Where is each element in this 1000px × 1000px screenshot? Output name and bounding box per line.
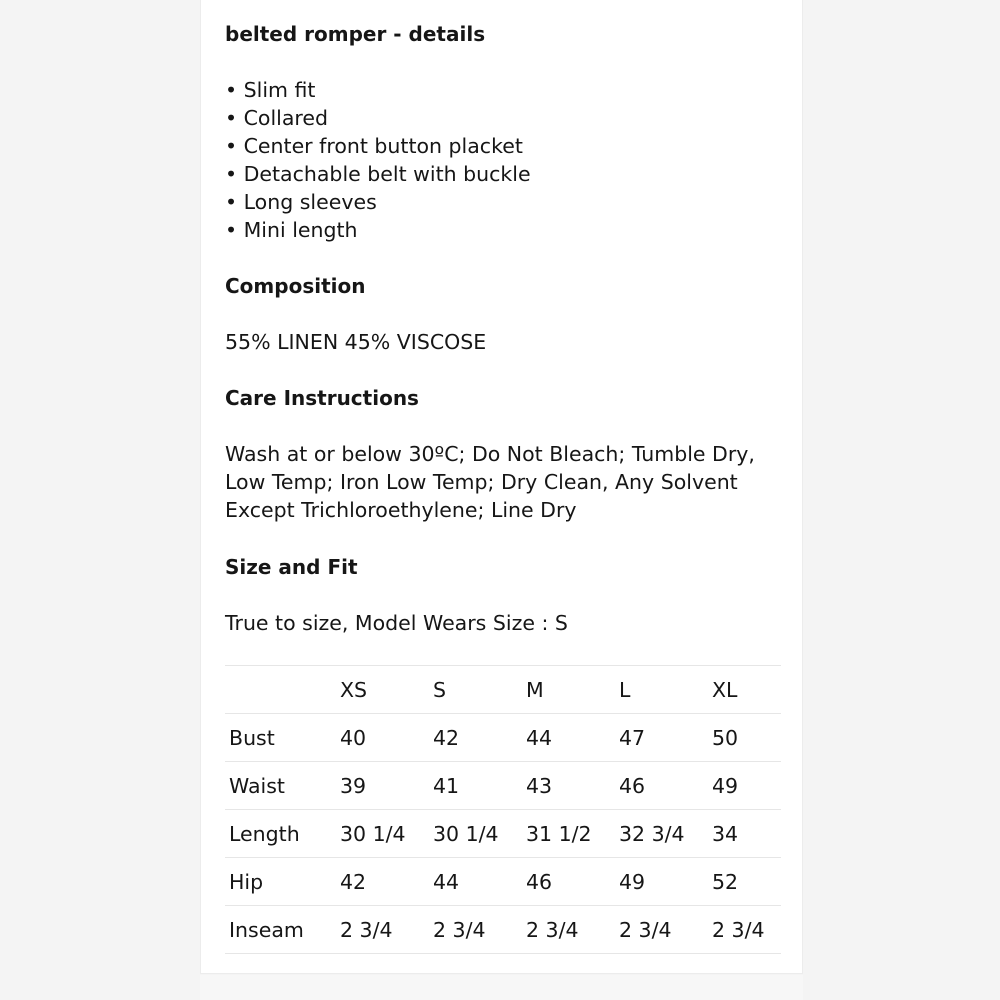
table-header-cell [225, 666, 336, 714]
table-cell: 49 [615, 858, 708, 906]
card-bottom-strip [200, 975, 803, 1000]
table-cell: 2 3/4 [708, 906, 781, 954]
table-cell: 49 [708, 762, 781, 810]
table-header-cell: L [615, 666, 708, 714]
feature-item: • Mini length [225, 216, 531, 244]
table-cell: 46 [615, 762, 708, 810]
table-cell: 50 [708, 714, 781, 762]
care-line: Low Temp; Iron Low Temp; Dry Clean, Any Solvent [225, 470, 738, 494]
table-row [225, 810, 781, 858]
composition-text: 55% LINEN 45% VISCOSE [225, 330, 487, 354]
feature-item: • Detachable belt with buckle [225, 160, 531, 188]
table-header-cell: XS [336, 666, 429, 714]
care-line: Except Trichloroethylene; Line Dry [225, 498, 577, 522]
table-cell: 42 [429, 714, 522, 762]
table-header-cell: XL [708, 666, 781, 714]
details-title: belted romper - details [225, 22, 486, 46]
table-cell: 2 3/4 [336, 906, 429, 954]
feature-list [225, 76, 531, 244]
table-row-label: Hip [225, 858, 336, 906]
table-cell: 30 1/4 [336, 810, 429, 858]
product-details-card [200, 0, 803, 974]
table-cell: 46 [522, 858, 615, 906]
table-cell: 44 [522, 714, 615, 762]
table-row [225, 906, 781, 954]
table-cell: 47 [615, 714, 708, 762]
table-cell: 43 [522, 762, 615, 810]
table-cell: 44 [429, 858, 522, 906]
feature-item: • Slim fit [225, 76, 531, 104]
table-cell: 2 3/4 [522, 906, 615, 954]
table-cell: 40 [336, 714, 429, 762]
care-line: Wash at or below 30ºC; Do Not Bleach; Tumble Dry, [225, 442, 755, 466]
table-cell: 42 [336, 858, 429, 906]
table-cell: 34 [708, 810, 781, 858]
table-cell: 39 [336, 762, 429, 810]
table-row [225, 762, 781, 810]
composition-heading: Composition [225, 274, 366, 298]
table-cell: 41 [429, 762, 522, 810]
size-fit-text: True to size, Model Wears Size : S [225, 611, 568, 635]
feature-item: • Center front button placket [225, 132, 531, 160]
table-row-label: Length [225, 810, 336, 858]
table-header-cell: S [429, 666, 522, 714]
table-header-row [225, 666, 781, 714]
table-row-label: Inseam [225, 906, 336, 954]
feature-item: • Long sleeves [225, 188, 531, 216]
table-row [225, 714, 781, 762]
table-cell: 31 1/2 [522, 810, 615, 858]
table-cell: 2 3/4 [615, 906, 708, 954]
table-header-cell: M [522, 666, 615, 714]
table-cell: 30 1/4 [429, 810, 522, 858]
table-cell: 52 [708, 858, 781, 906]
table-cell: 2 3/4 [429, 906, 522, 954]
size-chart-table [225, 665, 781, 954]
table-row-label: Bust [225, 714, 336, 762]
care-text [225, 440, 781, 524]
table-row-label: Waist [225, 762, 336, 810]
size-fit-heading: Size and Fit [225, 555, 358, 579]
feature-item: • Collared [225, 104, 531, 132]
table-cell: 32 3/4 [615, 810, 708, 858]
care-heading: Care Instructions [225, 386, 419, 410]
table-row [225, 858, 781, 906]
